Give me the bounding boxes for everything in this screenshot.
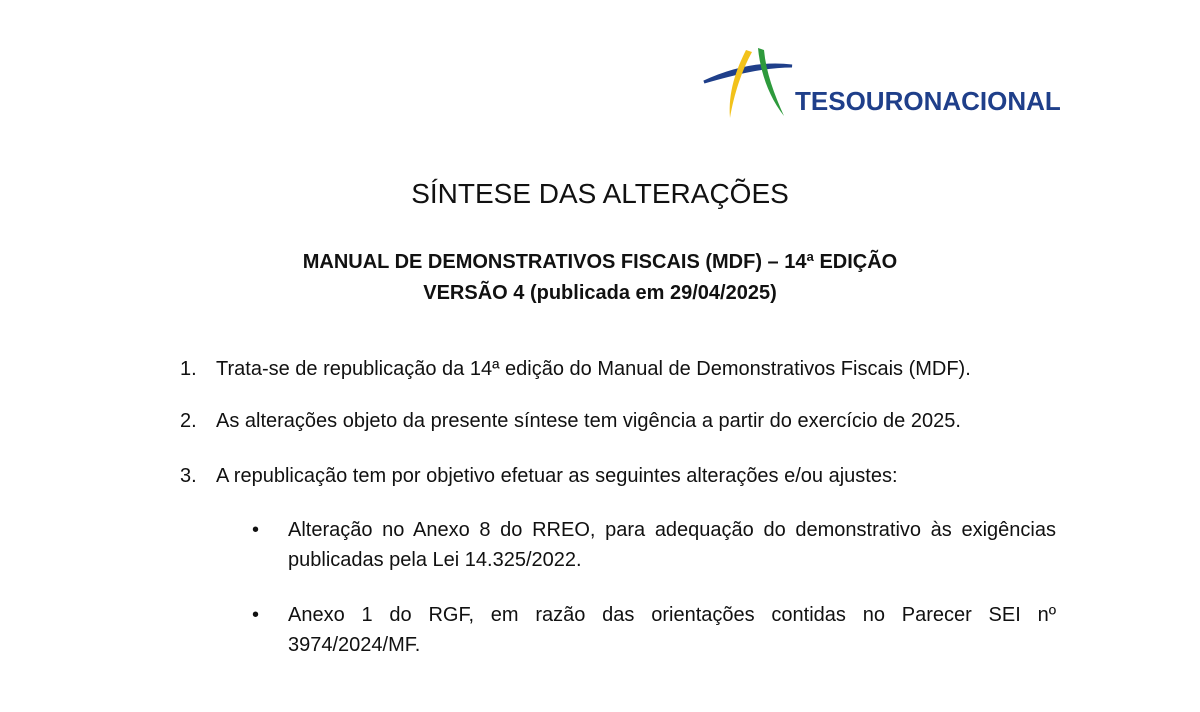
list-item-text: Trata-se de republicação da 14ª edição do Manual de Demonstrativos Fiscais (MDF). [216, 358, 971, 380]
tesouro-nacional-logo [700, 40, 1080, 130]
list-item-number: 2. [180, 410, 197, 432]
list-item-text: A republicação tem por objetivo efetuar as seguintes alterações e/ou ajustes: [216, 465, 898, 487]
bullet-icon: • [252, 519, 260, 541]
bullet-text: Anexo 1 do RGF, em razão das orientações contidas no Parecer SEI nº 3974/2024/MF. [288, 604, 1056, 656]
bullet-text: Alteração no Anexo 8 do RREO, para adequação do demonstrativo às exigências publicadas pela Lei 14.325/2022. [288, 519, 1056, 571]
document-subtitle-version: VERSÃO 4 (publicada em 29/04/2025) [423, 282, 777, 304]
logo-wordmark-nacional: NACIONAL [923, 86, 1061, 116]
list-item-number: 1. [180, 358, 197, 380]
document-subtitle-manual: MANUAL DE DEMONSTRATIVOS FISCAIS (MDF) – 14ª EDIÇÃO [302, 251, 898, 273]
tesouro-nacional-logo-icon [700, 40, 810, 120]
list-item-text: As alterações objeto da presente síntese tem vigência a partir do exercício de 2025. [216, 410, 961, 432]
list-item-number: 3. [180, 465, 197, 487]
document-title: SÍNTESE DAS ALTERAÇÕES [411, 178, 789, 209]
logo-wordmark [795, 88, 1061, 114]
bullet-icon: • [252, 604, 260, 626]
logo-wordmark-tesouro: TESOURO [795, 86, 924, 116]
